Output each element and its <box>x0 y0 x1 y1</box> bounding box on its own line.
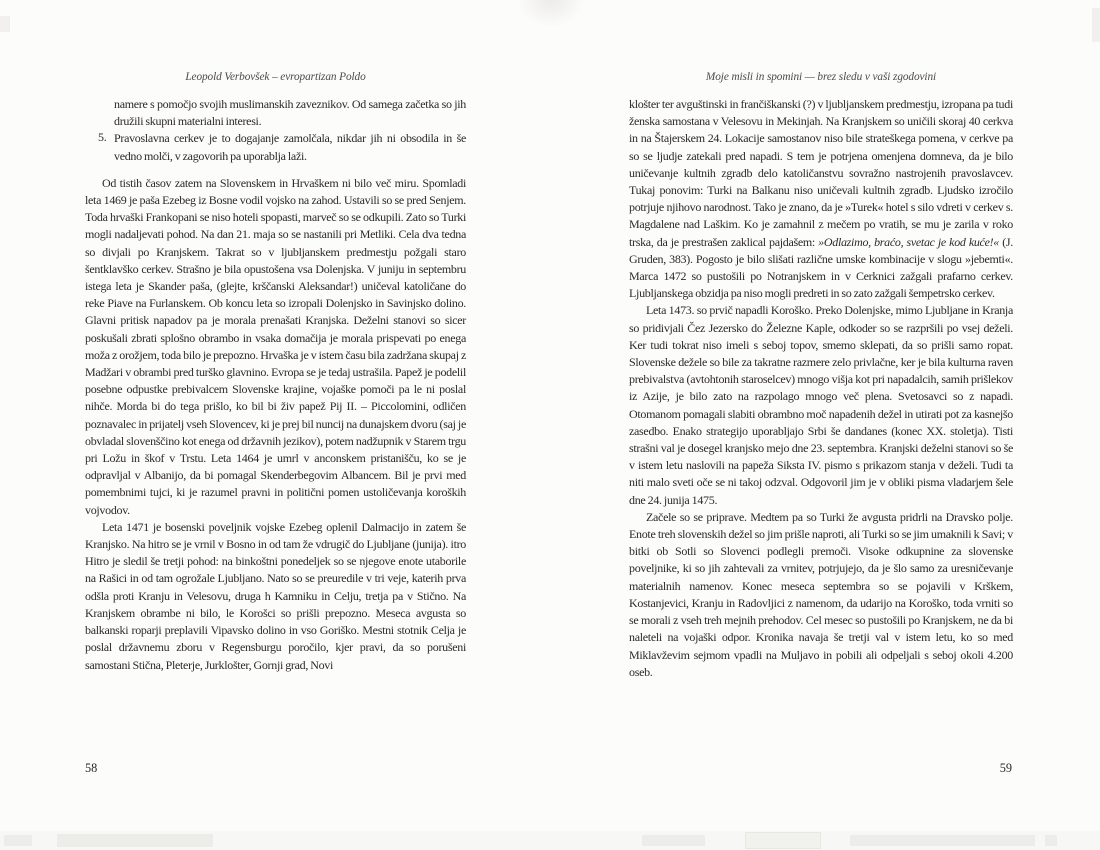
scan-artifact-footer-band <box>0 831 1100 850</box>
scan-artifact-block <box>4 835 32 846</box>
list-item-5-text: Pravoslavna cerkev je to dogajanje zamolčala, nikdar jih ni obsodila in še vedno molči, v zagovorih pa uporablja laži. <box>114 131 466 163</box>
quoted-exclamation-italic: »Odlazimo, braćo, svetac je kod kuće!« <box>818 234 1000 249</box>
left-running-header: Leopold Verbovšek – evropartizan Poldo <box>185 71 366 83</box>
scan-artifact-left-edge <box>0 16 10 32</box>
scan-artifact-block <box>642 835 705 846</box>
list-item-5 <box>98 130 466 164</box>
right-page <box>550 0 1100 850</box>
paragraph-text: (J. Gruden, 383). Pogosto je bilo slišati različne umske kombinacije v slogu »jebemti«. Marca 1472 so pustošili po Notranjskem in v Cerknici zažgali prafarno cerkev. Ljubljanskega obzidja pa niso mogli predreti in so zato zažgali šempetrsko cerkev. <box>629 234 1014 301</box>
paragraph-text: klošter ter avguštinski in frančiškanski (?) v ljubljanskem predmestju, izropana pa tudi ženska samostana v Velesovu in Mekinjah. Na Kranjskem so uničili skoraj 40 cerkva in na Štajerskem 24. Lokacije samostanov niso bile strateškega pomena, v cerkve pa so se ljudje zatekali pred napadi. S tem je potrjena omenjena domneva, da je bilo uničevanje kultnih zgradb delo katoličanstvu sovražno nastrojenih pravoslavcev. Tukaj ponovim: Turki na Balkanu niso uničevali kultnih zgradb. Ljudsko izročilo potrjuje njihovo narodnost. Tako je znano, da je »Turek« hotel s silo vdreti v cerkev s. Magdalene nad Laškim. Ko je zamahnil z mečem po vratih, se mu je zarila v roko trska, da je prestrašen zaklical pajdašem: <box>629 97 1013 249</box>
scan-artifact-gutter-shadow <box>519 0 583 26</box>
numbered-list <box>98 96 466 165</box>
list-item-4-continuation: namere s pomočjo svojih muslimanskih zaveznikov. Od samega začetka so jih družili skupni materialni interesi. <box>114 97 466 129</box>
scan-artifact-right-edge <box>1092 8 1100 42</box>
body-paragraph <box>629 96 1013 302</box>
body-paragraph: Od tistih časov zatem na Slovenskem in Hrvaškem ni bilo več miru. Spomladi leta 1469 je paša Ezebeg iz Bosne vodil vojsko na zahod. Ustavili so se pred Senjem. Toda hrvaški Frankopani se niso hoteli spopasti, marveč so se odkupili. Zato so Turki mogli nadaljevati pohod. Na dan 21. maja so se nastanili pri Metliki. Cela dva tedna so divjali po Kranjskem. Takrat so v ljubljanskem predmestju požgali staro šentklavško cerkev. Strašno je bila opustošena vsa Dolenjska. V juniju in septembru istega leta je Skander paša, (glejte, krščanski Aleksandar!) uničeval katoličane do reke Piave na Furlanskem. Ob koncu leta so izropali Dolenjsko in Savinjsko dolino. Glavni pritisk napadov pa je morala prenašati Kranjska. Deželni stanovi so sicer poskušali zbrati splošno obrambo in vsaka domačija je morala prispevati po enega moža z orožjem, toda bilo je prepozno. Hrvaška je v istem času bila zadržana skupaj z Madžari v obrambi pred turško glavnino. Evropa se je tedaj ustrašila. Papež je podelil posebne odpustke prebivalcem Slovenske krajine, vojaške pomoči pa le ni poslal nihče. Morda bi do tega prišlo, ko bil bi živ papež Pij II. – Piccolomini, odličen poznavalec in prijatelj vseh Slovencev, ki je prej bil nuncij na dunajskem dvoru (saj je obvladal slovenščino kot enega od državnih jezikov), potem nadžupnik v Starem trgu pri Ložu in škof v Trstu. Leta 1464 je umrl v anconskem pristanišču, ko se je odpravljal v Albanijo, da bi pomagal Skenderbegovim Albancem. Bil je prvi med pomembnimi tujci, ki je razumel pravni in politični pomen ustoličevanja koroških vojvodov. <box>85 175 466 517</box>
right-running-header: Moje misli in spomini — brez sledu v vaši zgodovini <box>705 71 937 83</box>
body-paragraph: Začele so se priprave. Medtem pa so Turki že avgusta pridrli na Dravsko polje. Enote treh slovenskih dežel so jim prišle naproti, ali Turki so se jim umaknili k Savi; v bitki ob Sotli so Slovenci podlegli premoči. Visoke odkupnine za slovenske poveljnike, ki so jih zahtevali za vrnitev, potrjujejo, da je šlo samo za uresničevanje materialnih namenov. Konec meseca septembra so se pojavili v Krškem, Kostanjevici, Kranju in Radovljici z namenom, da udarijo na Koroško, toda vrniti so se morali z vseh treh mejnih prehodov. Cel mesec so pustošili po Kranjskem, ne da bi naleteli na vojaški odpor. Kronika navaja še tretji val v istem letu, ko so med Miklavževim sejmom vpadli na Muljavo in pobili ali odpeljali s seboj okoli 4.200 oseb. <box>629 509 1013 679</box>
right-body-text <box>629 96 1013 681</box>
scan-artifact-block <box>745 832 821 849</box>
scan-artifact-block <box>1045 835 1057 846</box>
list-item-5-number: 5. <box>98 130 107 145</box>
left-page-number: 58 <box>85 761 98 775</box>
left-body-text <box>85 96 466 674</box>
scan-artifact-block <box>985 835 1035 846</box>
body-paragraph: Leta 1473. so prvič napadli Koroško. Preko Dolenjske, mimo Ljubljane in Kranja so pridivjali Čez Jezersko do Železne Kaple, odkoder so se razpršili po vsej deželi. Ker tudi tokrat niso imeli s seboj topov, smemo sklepati, da so prišli samo ropat. Slovenske dežele so bile za takratne razmere zelo privlačne, ker je bila kulturna raven prebivalstva (avtohtonih staroselcev) mnogo višja kot pri napadalcih, samih prišlekov iz Azije, je bilo zato na razpolago mnogo več plena. Svetosavci so z napadi. Otomanom pomagali slabiti obrambno moč napadenih dežel in utirati pot za kasnejšo zasedbo. Enako strategijo uporabljajo Srbi še dandanes (konec XX. stoletja). Tisti strašni val je dosegel kranjsko mejo dne 23. septembra. Kranjski deželni stanovi so še v istem letu naslovili na papeža Siksta IV. pismo s prikazom stanja v deželi. Tudi ta niti malo sveti oče se ni takoj odzval. Odgovoril jim je v obliki pisma vladarjem šele dne 24. junija 1475. <box>629 303 1013 507</box>
body-paragraph: Leta 1471 je bosenski poveljnik vojske Ezebeg oplenil Dalmacijo in zatem še Kranjsko. Na hitro se je vrnil v Bosno in od tam že vdrugič do Ljubljane (junija). itro Hitro je sledil še tretji pohod: na binkoštni ponedeljek so se njegove enote utaborile na Rašici in od tam ogrožale Ljubljano. Nato so se preuredile v tri veje, katerih prva odšla proti Kranju in Velesovu, druga h Kamniku in Celju, tretja pa v Stično. Na Kranjskem obrambe ni bilo, le Korošci so prišli prepozno. Meseca avgusta so balkanski roparji preplavili Vipavsko dolino in vso Goriško. Mestni stotnik Celja je poslal državnemu zboru v Regensburgu poročilo, kjer pravi, da so porušeni samostani Stična, Pleterje, Jurklošter, Gornji grad, Novi <box>85 519 466 672</box>
scan-artifact-block <box>57 834 213 847</box>
right-page-number: 59 <box>999 761 1012 775</box>
